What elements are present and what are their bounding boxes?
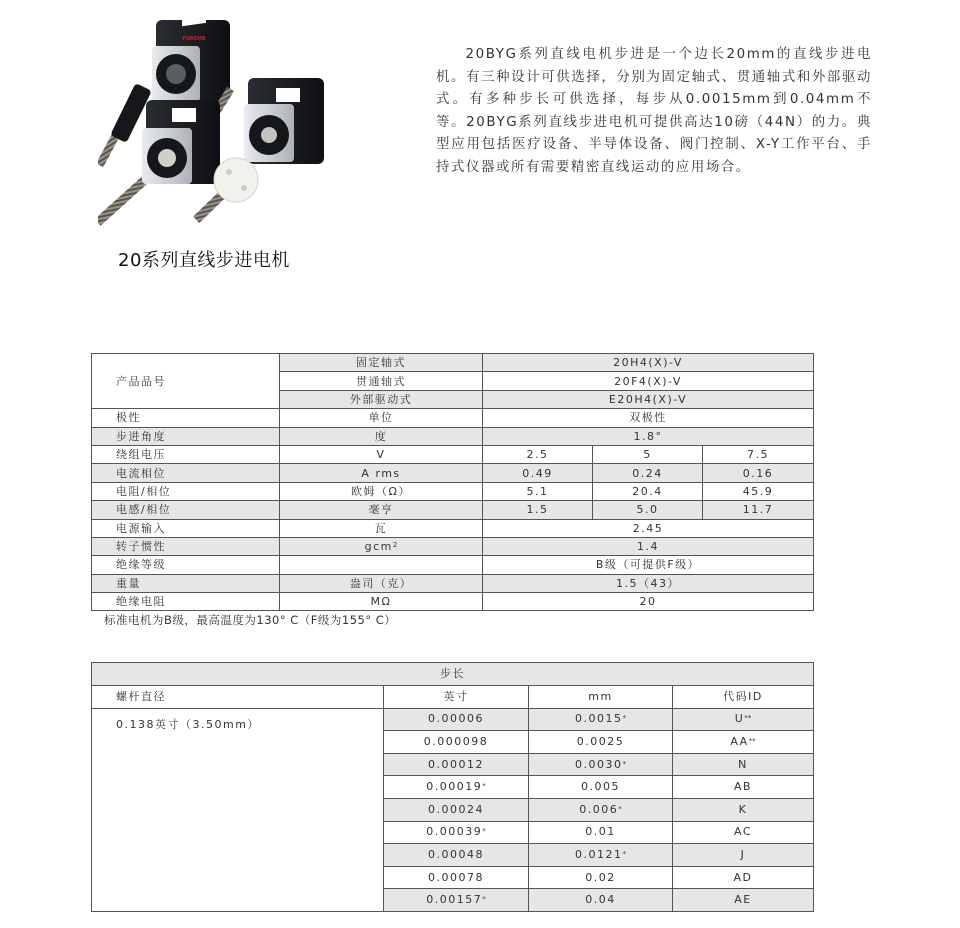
pitch-inch-mark: * — [482, 827, 486, 836]
pitch-mm-text: 0.04 — [585, 893, 616, 907]
spec-row — [92, 464, 814, 482]
pitch-code-text: K — [738, 802, 748, 816]
pitch-mm-text: 0.005 — [581, 780, 620, 794]
pitch-code — [673, 776, 814, 799]
spec-unit-text: 瓦 — [374, 521, 388, 535]
pitch-mm-text: 0.006 — [579, 802, 619, 816]
pitch-mm-mark: * — [622, 759, 626, 768]
spec-value: B级（可提供F级） — [483, 556, 814, 574]
pitch-inch-text: 0.00006 — [428, 712, 484, 726]
spec-name: 重量 — [92, 574, 280, 592]
spec-row — [92, 556, 814, 574]
pitch-mm — [529, 821, 673, 844]
spec-value: 1.8° — [483, 427, 814, 445]
pitch-inch-mark: * — [482, 895, 486, 904]
pitch-inch — [384, 866, 529, 889]
pitch-code — [673, 866, 814, 889]
pitch-mm — [529, 866, 673, 889]
spec-unit — [280, 537, 483, 555]
pitch-code-text: AA — [730, 734, 749, 748]
pitch-code — [673, 821, 814, 844]
pitch-code — [673, 889, 814, 912]
spec-row — [92, 593, 814, 611]
pitch-inch-text: 0.00024 — [428, 802, 484, 816]
spec-value: 2.5 — [483, 445, 593, 463]
pitch-inch-text: 0.000098 — [423, 734, 489, 748]
pitch-inch-text: 0.00019 — [426, 780, 483, 794]
spec-name: 电源输入 — [92, 519, 280, 537]
pitch-mm — [529, 708, 673, 731]
spec-unit — [280, 427, 483, 445]
pitch-inch — [384, 708, 529, 731]
pitch-code — [673, 731, 814, 754]
pitch-code — [673, 798, 814, 821]
pitch-inch-mark: * — [482, 782, 486, 791]
pitch-mm — [529, 776, 673, 799]
spec-unit — [280, 482, 483, 500]
pitch-code-text: AB — [733, 780, 753, 794]
spec-unit — [280, 445, 483, 463]
pitch-mm-mark: * — [622, 714, 626, 723]
spec-row — [92, 537, 814, 555]
spec-row — [92, 519, 814, 537]
pitch-title-row — [92, 663, 814, 686]
spec-name: 转子惯性 — [92, 537, 280, 555]
pitch-mm-text: 0.0025 — [576, 734, 625, 748]
pitch-inch — [384, 889, 529, 912]
product-caption: 20系列直线步进电机 — [118, 250, 290, 271]
pitch-mm — [529, 731, 673, 754]
pitch-mm-text: 0.0015 — [575, 712, 623, 726]
spec-value: 11.7 — [703, 501, 814, 519]
spec-row — [92, 409, 814, 427]
pitch-code-text: AE — [734, 893, 752, 907]
pitch-header: mm — [529, 686, 673, 709]
spec-value: 20 — [483, 593, 814, 611]
spec-value: 1.5 — [483, 501, 593, 519]
pitch-header: 代码ID — [673, 686, 814, 709]
spec-value: 5 — [593, 445, 703, 463]
model-code: E20H4(X)-V — [483, 390, 814, 408]
pitch-inch-text: 0.00078 — [428, 870, 484, 884]
pitch-code-text: U — [734, 712, 745, 726]
insulation-note: 标准电机为B级，最高温度为130° C（F级为155° C） — [104, 613, 397, 627]
step-length-table — [91, 662, 814, 912]
spec-unit — [280, 501, 483, 519]
spec-name: 电感/相位 — [92, 501, 280, 519]
spec-unit-text: V — [376, 448, 386, 462]
model-code: 20H4(X)-V — [483, 354, 814, 372]
pitch-header-row — [92, 686, 814, 709]
pitch-code-mark: ** — [748, 736, 756, 745]
spec-unit — [280, 574, 483, 592]
pitch-code-mark: ** — [744, 714, 752, 723]
pitch-code-text: J — [740, 847, 746, 861]
pitch-code — [673, 708, 814, 731]
pitch-mm — [529, 798, 673, 821]
pitch-mm-mark: * — [618, 804, 622, 813]
spec-name: 电阻/相位 — [92, 482, 280, 500]
pitch-inch — [384, 844, 529, 867]
model-label: 产品品号 — [92, 354, 280, 409]
spec-unit — [280, 556, 483, 574]
spec-name: 绕组电压 — [92, 445, 280, 463]
spec-value: 2.45 — [483, 519, 814, 537]
spec-name: 绝缘电阻 — [92, 593, 280, 611]
pitch-inch — [384, 798, 529, 821]
spec-unit — [280, 593, 483, 611]
spec-row — [92, 574, 814, 592]
pitch-code — [673, 844, 814, 867]
pitch-inch — [384, 753, 529, 776]
pitch-mm-text: 0.02 — [585, 870, 616, 884]
pitch-inch — [384, 731, 529, 754]
spec-unit — [280, 519, 483, 537]
pitch-inch-text: 0.00039 — [426, 825, 483, 839]
spec-unit-text: 单位 — [368, 411, 394, 425]
pitch-mm — [529, 844, 673, 867]
pitch-mm-text: 0.01 — [585, 825, 616, 839]
spec-unit-text: 度 — [374, 429, 388, 443]
spec-row — [92, 482, 814, 500]
spec-value: 45.9 — [703, 482, 814, 500]
spec-value: 20.4 — [593, 482, 703, 500]
shaft-label: 螺杆直径 — [92, 686, 384, 709]
spec-unit — [280, 409, 483, 427]
model-type: 外部驱动式 — [280, 390, 483, 408]
spec-value: 0.16 — [703, 464, 814, 482]
spec-value: 7.5 — [703, 445, 814, 463]
intro-paragraph: 20BYG系列直线电机步进是一个边长20mm的直线步进电机。有三种设计可供选择，分别为固定轴式、贯通轴式和外部驱动式。有多种步长可供选择，每步从0.0015mm到0.04mm不等。20BYG系列直线步进电机可提供高达10磅（44N）的力。典型应用包括医疗设备、半导体设备、阀门控制、X-Y工作平台、手持式仪器或所有需要精密直线运动的应用场合。 — [436, 47, 872, 175]
spec-name: 电流相位 — [92, 464, 280, 482]
logo: FOREME — [182, 36, 206, 42]
pitch-inch-text: 0.00157 — [426, 893, 483, 907]
spec-row-model — [92, 354, 814, 372]
pitch-inch — [384, 776, 529, 799]
pitch-mm-text: 0.0121 — [575, 847, 623, 861]
pitch-mm — [529, 753, 673, 776]
pitch-inch-text: 0.00012 — [428, 757, 484, 771]
spec-unit-text: 毫亨 — [368, 503, 394, 517]
spec-row — [92, 501, 814, 519]
spec-row — [92, 427, 814, 445]
spec-row — [92, 445, 814, 463]
spec-name: 步进角度 — [92, 427, 280, 445]
pitch-inch-text: 0.00048 — [428, 847, 484, 861]
spec-value: 0.24 — [593, 464, 703, 482]
spec-unit-sup: 2 — [392, 541, 398, 550]
pitch-mm-text: 0.0030 — [575, 757, 623, 771]
product-image — [98, 12, 342, 240]
model-type: 贯通轴式 — [280, 372, 483, 390]
spec-unit-text: 欧姆（Ω） — [351, 484, 411, 498]
spec-value: 5.1 — [483, 482, 593, 500]
pitch-code-text: AC — [733, 825, 752, 839]
pitch-title: 步长 — [92, 663, 814, 686]
pitch-mm — [529, 889, 673, 912]
shaft-value: 0.138英寸（3.50mm） — [92, 708, 384, 911]
pitch-row — [92, 708, 814, 731]
spec-value: 1.4 — [483, 537, 814, 555]
spec-unit — [280, 464, 483, 482]
spec-unit-text: A rms — [361, 466, 401, 480]
spec-unit-text: 盎司（克） — [349, 576, 413, 590]
pitch-code — [673, 753, 814, 776]
pitch-code-text: AD — [733, 870, 753, 884]
spec-value: 1.5（43） — [483, 574, 814, 592]
pitch-inch — [384, 821, 529, 844]
spec-unit-text: gcm — [364, 540, 393, 554]
spec-value: 5.0 — [593, 501, 703, 519]
spec-value: 0.49 — [483, 464, 593, 482]
model-type: 固定轴式 — [280, 354, 483, 372]
spec-name: 绝缘等级 — [92, 556, 280, 574]
model-code: 20F4(X)-V — [483, 372, 814, 390]
spec-table — [91, 353, 814, 611]
spec-value: 双极性 — [483, 409, 814, 427]
spec-unit-text: MΩ — [370, 595, 392, 609]
spec-name: 极性 — [92, 409, 280, 427]
pitch-header: 英寸 — [384, 686, 529, 709]
pitch-code-text: N — [738, 757, 748, 771]
pitch-mm-mark: * — [622, 849, 626, 858]
